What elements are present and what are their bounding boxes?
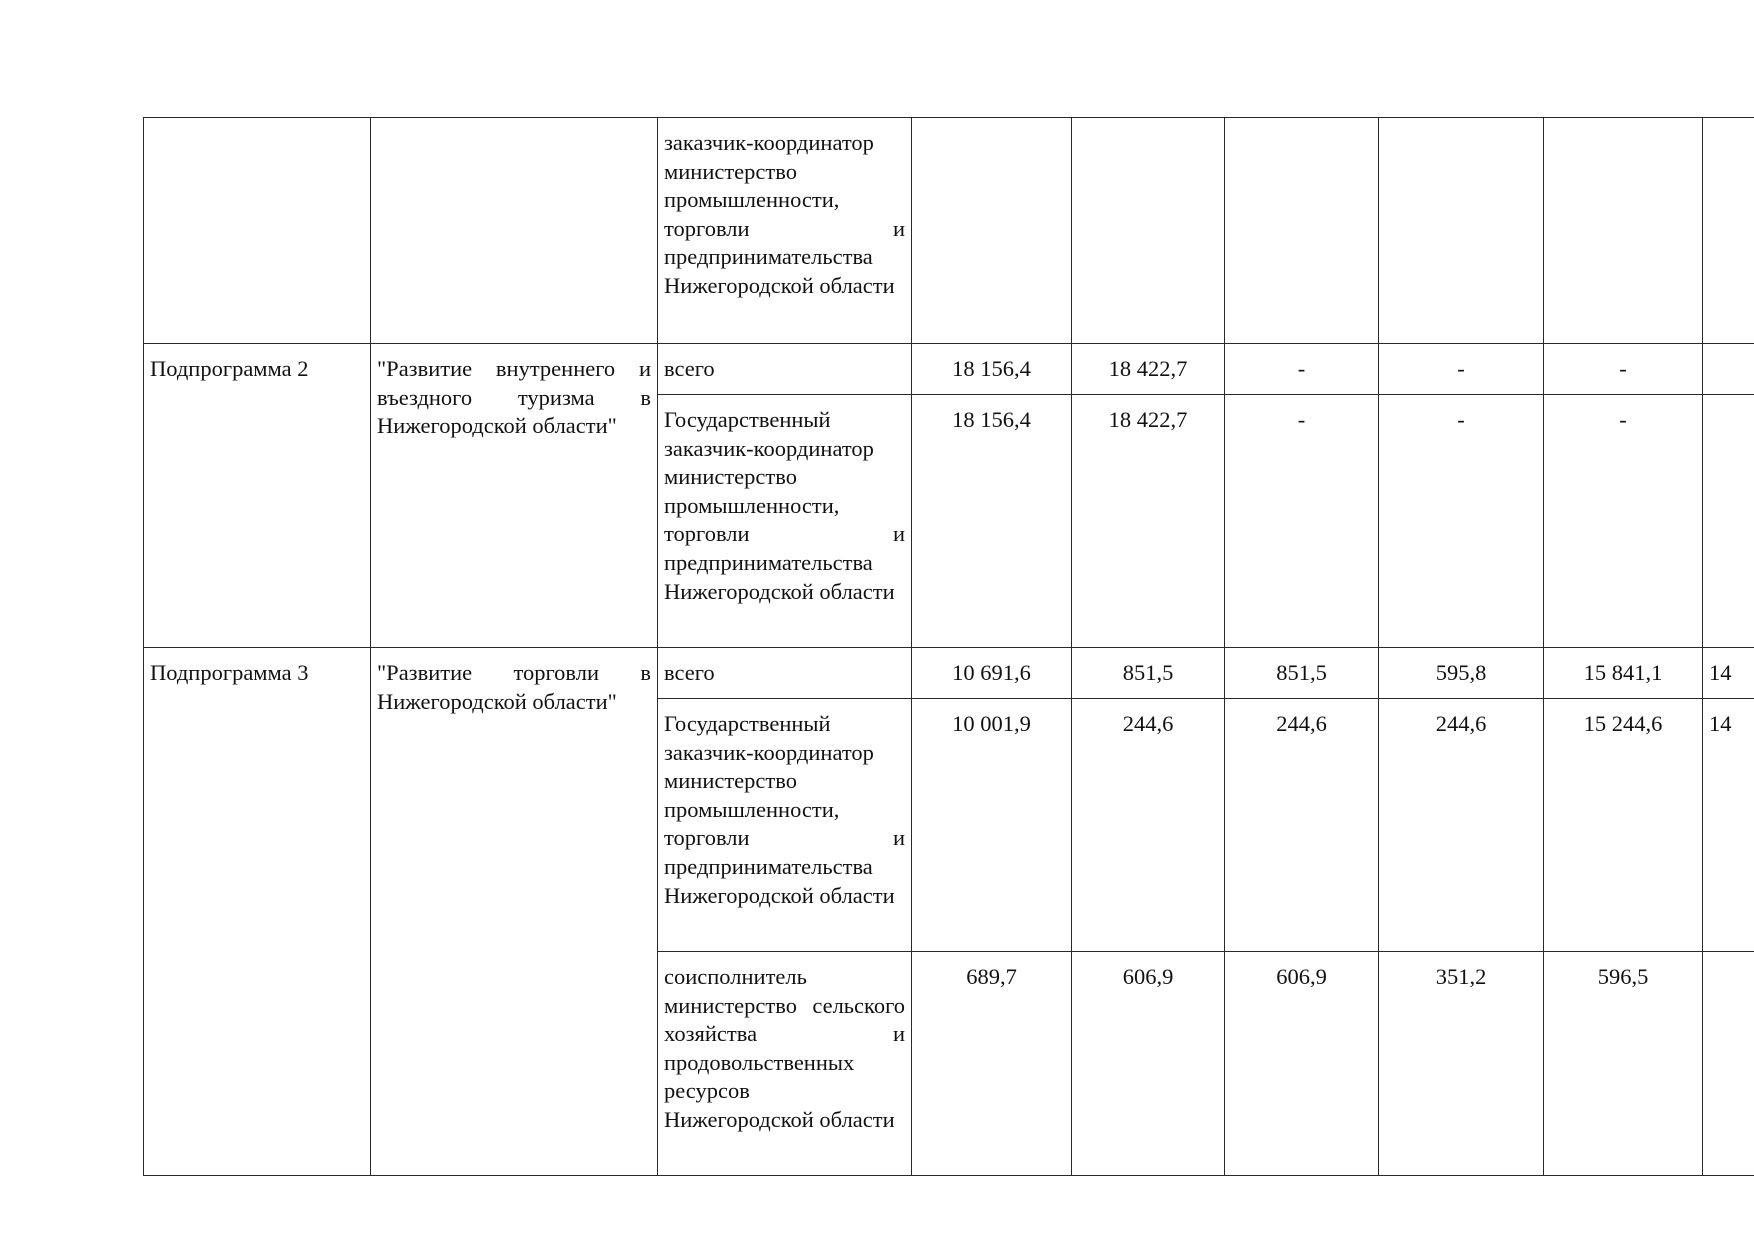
budget-table — [143, 117, 1754, 1176]
title-cell: "Развитие торговли в Нижегородской области" — [371, 648, 658, 1176]
value-cell — [1072, 118, 1225, 344]
executor-cell: Государственный заказчик-координатор министерство промышленности, торговли и предпринимательства Нижегородской области — [658, 395, 912, 648]
value-cell — [1544, 118, 1703, 344]
value-cell: - — [1544, 344, 1703, 395]
executor-cell: всего — [658, 344, 912, 395]
value-cell — [912, 118, 1072, 344]
value-cell: 18 156,4 — [912, 344, 1072, 395]
value-cell — [1379, 118, 1544, 344]
value-cell: - — [1225, 344, 1379, 395]
executor-cell: Государственный заказчик-координатор министерство промышленности, торговли и предпринимательства Нижегородской области — [658, 699, 912, 952]
title-cell: "Развитие внутреннего и въездного туризма в Нижегородской области" — [371, 344, 658, 648]
value-cell: 15 244,6 — [1544, 699, 1703, 952]
budget-table-page — [143, 117, 1754, 1176]
value-cell: - — [1379, 395, 1544, 648]
value-cell: 851,5 — [1225, 648, 1379, 699]
table-row — [144, 648, 1754, 699]
value-cell: 596,5 — [1544, 952, 1703, 1176]
value-cell: 606,9 — [1225, 952, 1379, 1176]
executor-cell: соисполнитель министерство сельского хозяйства и продовольственных ресурсов Нижегородской области — [658, 952, 912, 1176]
executor-cell: всего — [658, 648, 912, 699]
truncated-value-cell — [1703, 952, 1754, 1176]
value-cell: 18 422,7 — [1072, 395, 1225, 648]
value-cell: 595,8 — [1379, 648, 1544, 699]
truncated-value-cell — [1703, 344, 1754, 395]
title-cell — [371, 118, 658, 344]
value-cell: 689,7 — [912, 952, 1072, 1176]
value-cell: 244,6 — [1072, 699, 1225, 952]
value-cell: 851,5 — [1072, 648, 1225, 699]
value-cell: 10 691,6 — [912, 648, 1072, 699]
table-row — [144, 118, 1754, 344]
value-cell: 351,2 — [1379, 952, 1544, 1176]
truncated-value-cell — [1703, 118, 1754, 344]
program-cell — [144, 118, 371, 344]
truncated-value-cell: 14 — [1703, 699, 1754, 952]
value-cell: - — [1544, 395, 1703, 648]
table-row — [144, 344, 1754, 395]
value-cell: - — [1225, 395, 1379, 648]
value-cell: 18 422,7 — [1072, 344, 1225, 395]
truncated-value-cell: 14 — [1703, 648, 1754, 699]
value-cell: 10 001,9 — [912, 699, 1072, 952]
truncated-value-cell — [1703, 395, 1754, 648]
value-cell: 244,6 — [1225, 699, 1379, 952]
value-cell: 606,9 — [1072, 952, 1225, 1176]
value-cell: 244,6 — [1379, 699, 1544, 952]
executor-cell: заказчик-координатор министерство промышленности, торговли и предпринимательства Нижегородской области — [658, 118, 912, 344]
value-cell: - — [1379, 344, 1544, 395]
value-cell: 18 156,4 — [912, 395, 1072, 648]
program-cell: Подпрограмма 2 — [144, 344, 371, 648]
program-cell: Подпрограмма 3 — [144, 648, 371, 1176]
value-cell — [1225, 118, 1379, 344]
value-cell: 15 841,1 — [1544, 648, 1703, 699]
